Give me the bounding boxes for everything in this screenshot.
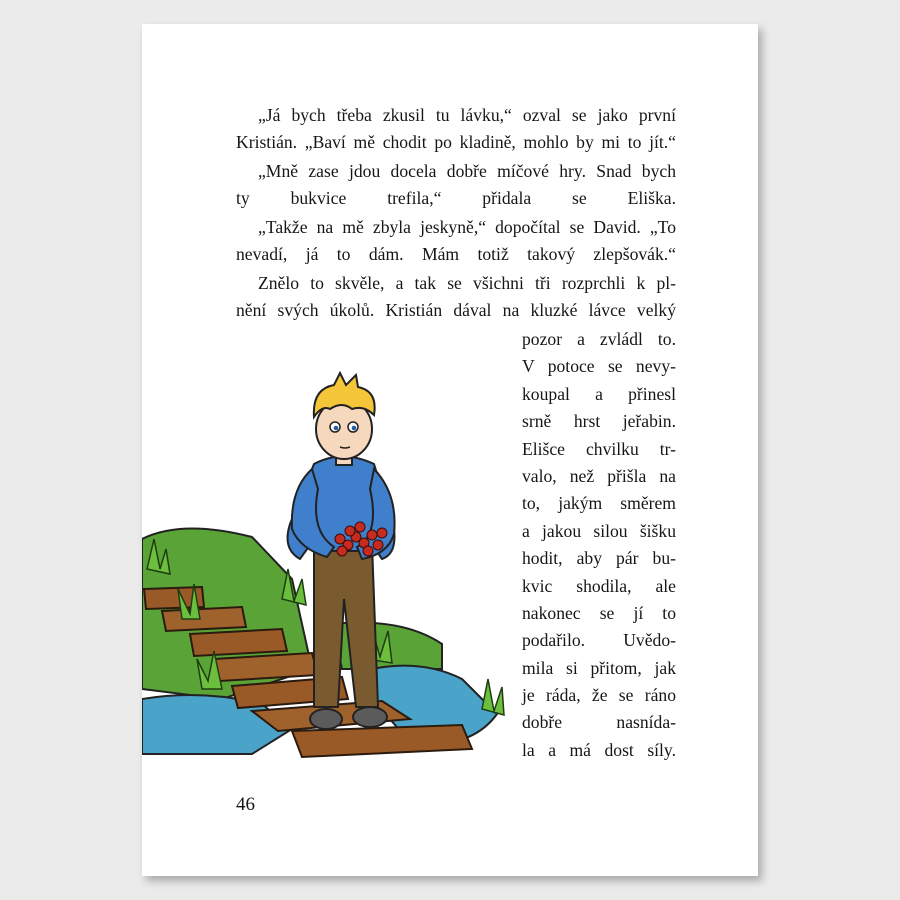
text-line: „Já bych třeba zkusil tu lávku,“ ozval se jako první [258, 105, 676, 125]
column-line: je ráda, že se ráno [522, 685, 676, 706]
column-line: podařilo. Uvědo- [522, 630, 676, 651]
paragraph-3 [236, 214, 676, 268]
paragraph-2 [236, 158, 676, 212]
column-line: pozor a zvládl to. [522, 329, 676, 349]
column-line: mila si přitom, jak [522, 657, 676, 678]
column-line: Elišce chvilku tr- [522, 438, 676, 459]
paragraph-1 [236, 102, 676, 156]
page-number: 46 [236, 794, 255, 815]
book-page [142, 24, 758, 876]
column-line: nakonec se jí to [522, 602, 676, 623]
wrapped-text-column [522, 326, 676, 764]
column-line: hodit, aby pár bu- [522, 548, 676, 569]
text-line: „Mně zase jdou docela dobře míčové hry. Snad bych [258, 161, 676, 181]
trousers [314, 544, 378, 707]
left-shoe [310, 709, 342, 729]
boy-on-bridge-illustration [142, 369, 512, 764]
column-line: la a má dost síly. [522, 739, 676, 760]
text-line: Znělo to skvěle, a tak se všichni tři rozprchli k pl- [258, 273, 676, 293]
column-line: a jakou silou šišku [522, 520, 676, 541]
column-line: koupal a přinesl [522, 383, 676, 404]
column-line: srně hrst jeřabin. [522, 411, 676, 432]
column-line: to, jakým směrem [522, 493, 676, 514]
text-line: nění svých úkolů. Kristián dával na kluzké lávce velký [236, 300, 676, 320]
text-line: Kristián. „Baví mě chodit po kladině, mohlo by mi to jít.“ [236, 132, 676, 152]
column-line: kvic shodila, ale [522, 575, 676, 596]
text-line: „Takže na mě zbyla jeskyně,“ dopočítal se David. „To [258, 217, 676, 237]
column-line: V potoce se nevy- [522, 356, 676, 377]
text-line: ty bukvice trefila,“ přidala se Eliška. [236, 188, 676, 208]
text-line: nevadí, já to dám. Mám totiž takový zlepšovák.“ [236, 244, 676, 264]
paragraph-4 [236, 270, 676, 324]
right-shoe [353, 707, 387, 727]
column-line: dobře nasnída- [522, 712, 676, 733]
column-line: valo, než přišla na [522, 465, 676, 486]
